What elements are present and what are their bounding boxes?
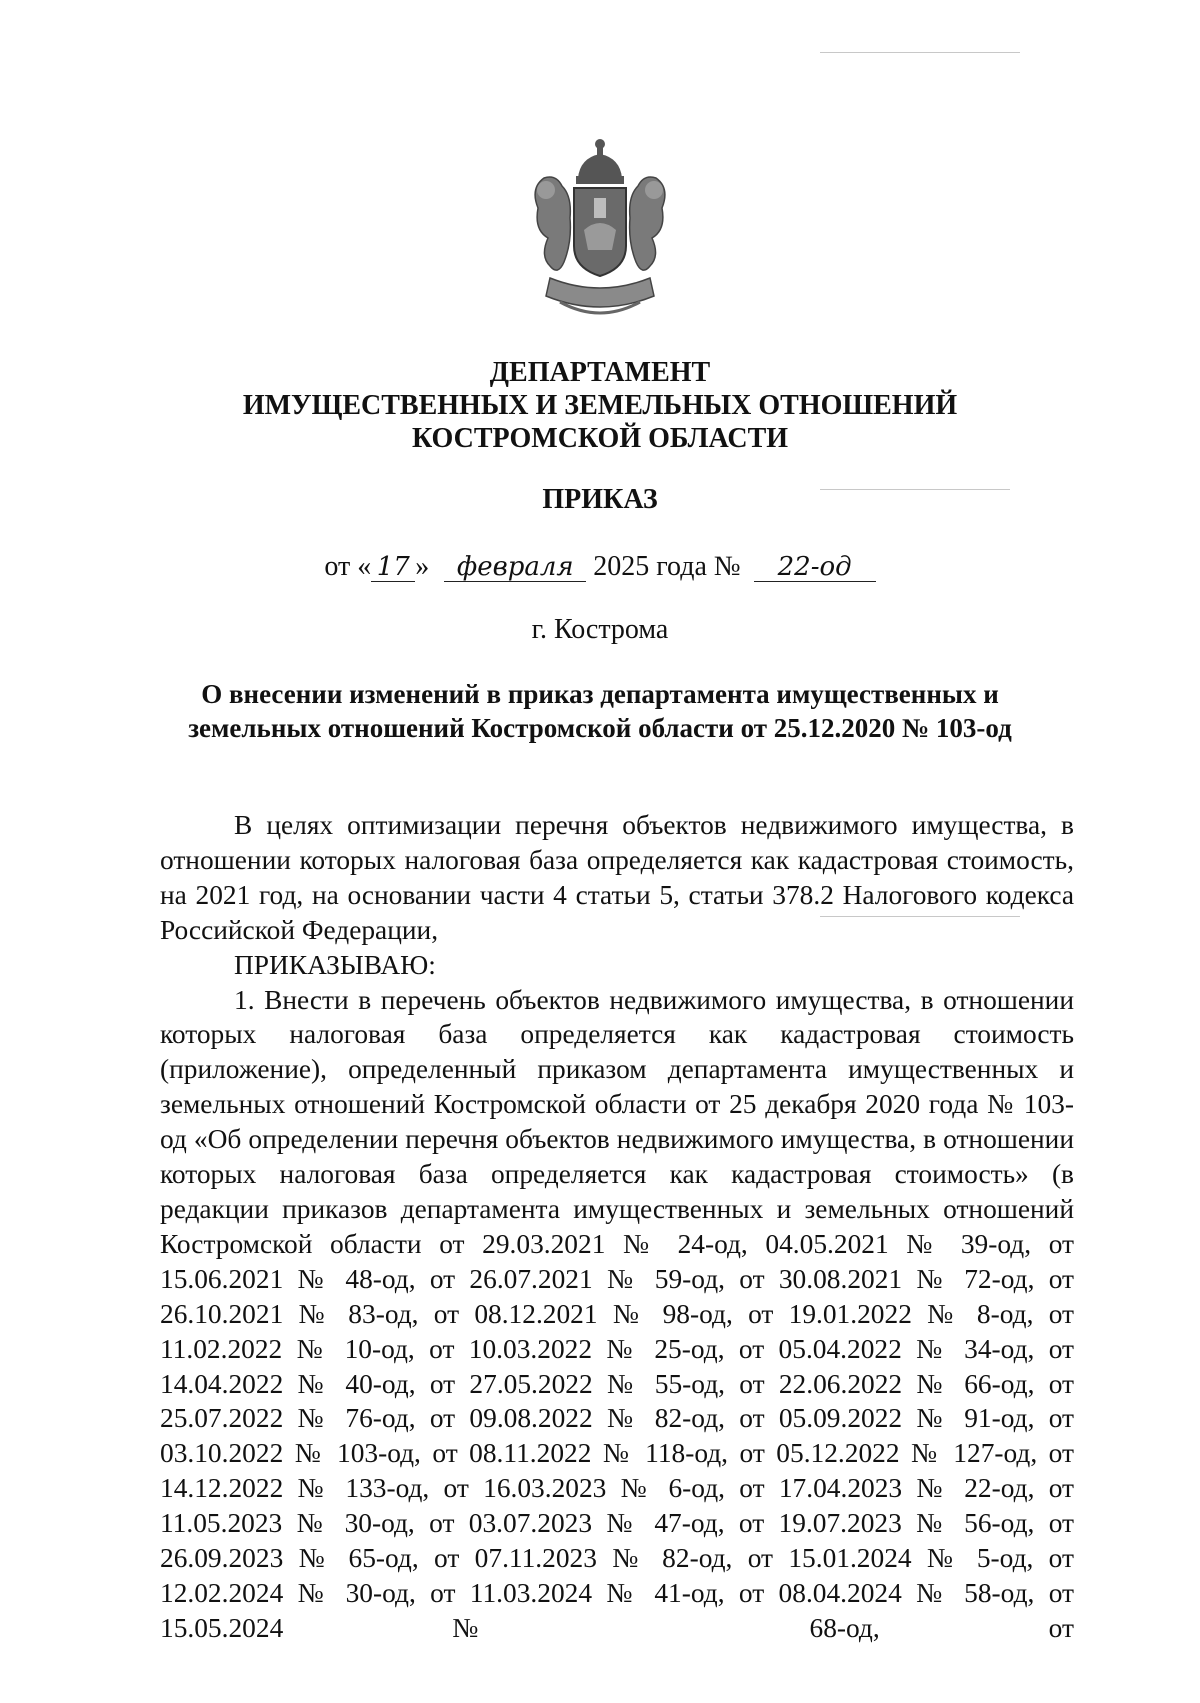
date-number-line: [0, 550, 1200, 583]
handwritten-month: февраля: [444, 553, 586, 582]
order-subject: [0, 677, 1200, 745]
handwritten-order-number: 22-од: [754, 553, 876, 582]
order-word: ПРИКАЗЫВАЮ:: [234, 949, 436, 980]
handwritten-day: 17: [371, 553, 415, 582]
coat-of-arms-emblem: [520, 138, 680, 324]
city-line: г. Кострома: [531, 614, 669, 645]
department-name: [0, 356, 1200, 455]
department-line-1: ДЕПАРТАМЕНТ: [489, 357, 711, 388]
date-year-text: 2025 года №: [593, 551, 741, 582]
document-type-heading: ПРИКАЗ: [542, 484, 658, 515]
scan-artifact: [820, 52, 1020, 53]
subject-line-2: земельных отношений Костромской области от 25.12.2020 № 103-од: [188, 713, 1012, 743]
date-prefix: от «: [324, 551, 372, 582]
item-1-paragraph: 1. Внести в перечень объектов недвижимого имущества, в отношении которых налоговая база определяется как кадастровая стоимость (приложение), определенный приказом департамента имущественных и земельных отношений Костромской области от 25 декабря 2020 года № 103-од «Об определении перечня объектов недвижимого имущества, в отношении которых налоговая база определяется как кадастровая стоимость» (в редакции приказов департамента имущественных и земельных отношений Костромской области от 29.03.2021 № 24-од, 04.05.2021 № 39-од, от 15.06.2021 № 48-од, от 26.07.2021 № 59-од, от 30.08.2021 № 72-од, от 26.10.2021 № 83-од, от 08.12.2021 № 98-од, от 19.01.2022 № 8-од, от 11.02.2022 № 10-од, от 10.03.2022 № 25-од, от 05.04.2022 № 34-од, от 14.04.2022 № 40-од, от 27.05.2022 № 55-од, от 22.06.2022 № 66-од, от 25.07.2022 № 76-од, от 09.08.2022 № 82-од, от 05.09.2022 № 91-од, от 03.10.2022 № 103-од, от 08.11.2022 № 118-од, от 05.12.2022 № 127-од, от 14.12.2022 № 133-од, от 16.03.2023 № 6-од, от 17.04.2023 № 22-од, от 11.05.2023 № 30-од, от 03.07.2023 № 47-од, от 19.07.2023 № 56-од, от 26.09.2023 № 65-од, от 07.11.2023 № 82-од, от 15.01.2024 № 5-од, от 12.02.2024 № 30-од, от 11.03.2024 № 41-од, от 08.04.2024 № 58-од, от 15.05.2024 № 68-од, от: [160, 984, 1074, 1643]
department-line-3: КОСТРОМСКОЙ ОБЛАСТИ: [411, 423, 789, 454]
department-line-2: ИМУЩЕСТВЕННЫХ И ЗЕМЕЛЬНЫХ ОТНОШЕНИЙ: [242, 390, 958, 421]
date-day-close: »: [415, 551, 430, 582]
preamble-paragraph: В целях оптимизации перечня объектов недвижимого имущества, в отношении которых налоговая база определяется как кадастровая стоимость, на 2021 год, на основании части 4 статьи 5, статьи 378.2 Налогового кодекса Российской Федерации,: [160, 810, 1074, 945]
order-body: [160, 808, 1074, 1646]
subject-line-1: О внесении изменений в приказ департамента имущественных и: [201, 679, 999, 709]
